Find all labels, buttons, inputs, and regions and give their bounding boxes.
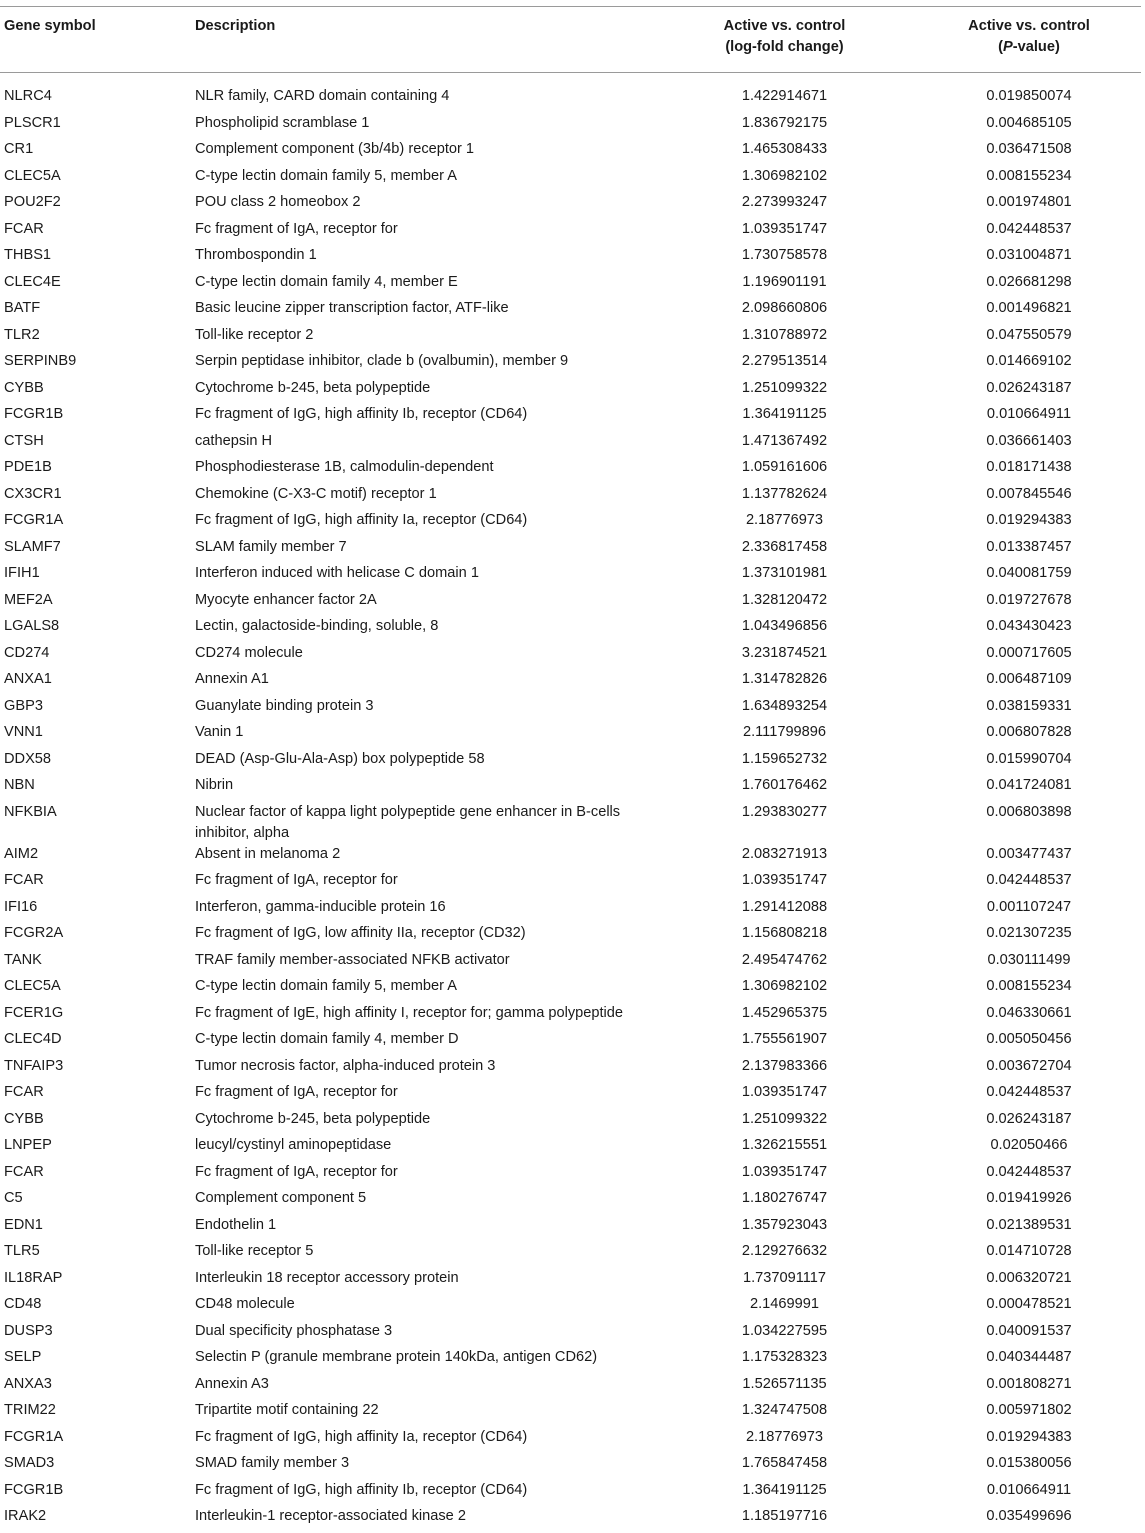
description-cell: Fc fragment of IgA, receptor for [195, 872, 398, 888]
log-fold-change-cell: 1.310788972 [741, 326, 828, 343]
p-value-cell: 0.047550579 [986, 326, 1072, 343]
table-row [0, 298, 1141, 325]
p-value-cell: 0.003477437 [986, 845, 1072, 862]
gene-symbol-cell: CD274 [4, 644, 50, 661]
table-row [0, 1162, 1141, 1189]
table-row [0, 166, 1141, 193]
gene-symbol-cell: AIM2 [4, 845, 39, 862]
description-cell: Endothelin 1 [195, 1216, 277, 1233]
log-fold-change-cell: 1.291412088 [741, 898, 828, 915]
gene-symbol-cell: TNFAIP3 [4, 1057, 64, 1074]
p-value-cell: 0.005971802 [986, 1402, 1072, 1418]
p-value-cell: 0.001808271 [986, 1375, 1072, 1392]
description-cell: Tumor necrosis factor, alpha-induced protein 3 [195, 1057, 496, 1074]
header-p-rest: -value) [1012, 39, 1060, 55]
header-p-line2 [917, 37, 1141, 58]
p-value-cell: 0.040081759 [986, 565, 1072, 581]
log-fold-change-cell: 1.175328323 [741, 1349, 828, 1365]
p-value-cell: 0.019727678 [986, 591, 1072, 608]
gene-symbol-cell: IFI16 [4, 898, 38, 915]
header-fc-line2: (log-fold change) [725, 39, 844, 55]
gene-symbol-cell: BATF [4, 300, 41, 316]
p-value-cell: 0.040091537 [986, 1322, 1072, 1339]
log-fold-change-cell: 3.231874521 [741, 644, 828, 661]
description-cell: Nuclear factor of kappa light polypeptide gene enhancer in B-cells inhibitor, alpha [195, 803, 621, 841]
p-value-cell: 0.036661403 [986, 432, 1072, 449]
log-fold-change-cell: 1.306982102 [741, 978, 828, 994]
log-fold-change-cell: 2.137983366 [741, 1057, 828, 1074]
log-fold-change-cell: 1.760176462 [741, 777, 828, 793]
table-row [0, 775, 1141, 802]
p-value-cell: 0.010664911 [986, 1481, 1072, 1498]
log-fold-change-cell: 1.059161606 [741, 459, 828, 475]
p-value-cell: 0.035499696 [986, 1508, 1072, 1524]
p-value-cell: 0.003672704 [986, 1057, 1072, 1074]
log-fold-change-cell: 2.1469991 [750, 1296, 819, 1312]
description-cell: Interleukin 18 receptor accessory protein [195, 1269, 459, 1286]
table-row [0, 1453, 1141, 1480]
table-row [0, 1294, 1141, 1321]
p-value-cell: 0.038159331 [986, 697, 1072, 714]
p-value-cell: 0.021307235 [986, 925, 1072, 941]
description-cell: Fc fragment of IgA, receptor for [195, 1084, 398, 1100]
log-fold-change-cell: 1.836792175 [741, 114, 828, 131]
gene-symbol-cell: TRIM22 [4, 1402, 56, 1418]
gene-symbol-cell: LGALS8 [4, 618, 60, 634]
p-value-cell: 0.019294383 [986, 1428, 1072, 1445]
log-fold-change-cell: 1.251099322 [741, 379, 828, 396]
description-cell: C-type lectin domain family 4, member D [195, 1031, 459, 1047]
table-row [0, 1003, 1141, 1030]
table-row [0, 1321, 1141, 1348]
table-row [0, 1347, 1141, 1374]
table-row [0, 192, 1141, 219]
table-row [0, 844, 1141, 871]
table-row [0, 696, 1141, 723]
log-fold-change-cell: 2.18776973 [745, 1428, 824, 1445]
table-row [0, 1241, 1141, 1268]
log-fold-change-cell: 1.765847458 [741, 1455, 828, 1471]
p-value-cell: 0.026681298 [986, 273, 1072, 290]
description-cell: Basic leucine zipper transcription factor, ATF-like [195, 300, 509, 316]
log-fold-change-cell: 2.111799896 [742, 724, 827, 740]
table-row [0, 1056, 1141, 1083]
header-fc-line1: Active vs. control [723, 18, 846, 34]
p-value-cell: 0.008155234 [986, 167, 1072, 184]
gene-symbol-cell: DDX58 [4, 750, 52, 767]
log-fold-change-cell: 1.452965375 [741, 1004, 828, 1021]
table-row [0, 139, 1141, 166]
gene-symbol-cell: MEF2A [4, 591, 53, 608]
description-cell: Fc fragment of IgG, low affinity IIa, receptor (CD32) [195, 925, 526, 941]
table-row [0, 923, 1141, 950]
description-cell: Vanin 1 [195, 724, 244, 740]
p-value-cell: 0.021389531 [986, 1216, 1072, 1233]
table-row [0, 1480, 1141, 1507]
gene-symbol-cell: FCAR [4, 872, 44, 888]
log-fold-change-cell: 1.634893254 [741, 697, 828, 714]
table-row [0, 590, 1141, 617]
gene-symbol-cell: PDE1B [4, 459, 52, 475]
p-value-cell: 0.014710728 [986, 1243, 1072, 1259]
p-value-cell: 0.007845546 [986, 485, 1072, 502]
table-row [0, 643, 1141, 670]
log-fold-change-cell: 1.156808218 [741, 925, 828, 941]
header-p-open: ( [998, 39, 1004, 55]
gene-symbol-cell: VNN1 [4, 724, 43, 740]
header-description-label: Description [195, 18, 276, 34]
description-cell: Cytochrome b-245, beta polypeptide [195, 379, 431, 396]
p-value-cell: 0.006320721 [986, 1269, 1072, 1286]
log-fold-change-cell: 1.314782826 [741, 671, 828, 687]
gene-symbol-cell: NBN [4, 777, 35, 793]
log-fold-change-cell: 1.465308433 [741, 141, 828, 157]
gene-symbol-cell: CR1 [4, 141, 34, 157]
log-fold-change-cell: 1.039351747 [741, 1084, 828, 1100]
log-fold-change-cell: 1.159652732 [741, 750, 828, 767]
gene-symbol-cell: FCAR [4, 1084, 44, 1100]
description-cell: Nibrin [195, 777, 234, 793]
table-row [0, 749, 1141, 776]
gene-symbol-cell: FCGR1A [4, 1428, 64, 1445]
log-fold-change-cell: 1.328120472 [741, 591, 828, 608]
gene-symbol-cell: TANK [4, 951, 42, 968]
log-fold-change-cell: 1.364191125 [742, 406, 827, 422]
description-cell: Chemokine (C-X3-C motif) receptor 1 [195, 485, 437, 502]
table-row [0, 669, 1141, 696]
log-fold-change-cell: 1.357923043 [741, 1216, 828, 1233]
description-cell: CD274 molecule [195, 644, 303, 661]
description-cell: Annexin A3 [195, 1375, 269, 1392]
log-fold-change-cell: 1.034227595 [741, 1322, 828, 1339]
table-row [0, 1109, 1141, 1136]
table-row [0, 272, 1141, 299]
table-row [0, 245, 1141, 272]
table-row [0, 113, 1141, 140]
table-row [0, 870, 1141, 897]
log-fold-change-cell: 1.196901191 [742, 273, 827, 290]
header-gene-symbol-label: Gene symbol [4, 18, 96, 34]
log-fold-change-cell: 2.495474762 [741, 951, 828, 968]
description-cell: Absent in melanoma 2 [195, 845, 341, 862]
gene-symbol-cell: SERPINB9 [4, 353, 77, 369]
gene-symbol-cell: CX3CR1 [4, 485, 62, 502]
gene-symbol-cell: PLSCR1 [4, 114, 61, 131]
p-value-cell: 0.019419926 [986, 1190, 1072, 1206]
table-row [0, 1029, 1141, 1056]
description-cell: Serpin peptidase inhibitor, clade b (ovalbumin), member 9 [195, 353, 569, 369]
table-row [0, 484, 1141, 511]
gene-symbol-cell: CD48 [4, 1296, 42, 1312]
description-cell: Phospholipid scramblase 1 [195, 114, 370, 131]
log-fold-change-cell: 2.18776973 [745, 512, 824, 528]
p-value-cell: 0.026243187 [986, 1110, 1072, 1127]
description-cell: Fc fragment of IgE, high affinity I, receptor for; gamma polypeptide [195, 1004, 624, 1021]
p-value-cell: 0.026243187 [986, 379, 1072, 396]
table-row [0, 1082, 1141, 1109]
description-cell: Lectin, galactoside-binding, soluble, 8 [195, 618, 439, 634]
gene-symbol-cell: CYBB [4, 379, 44, 396]
description-cell: TRAF family member-associated NFKB activator [195, 951, 510, 968]
gene-symbol-cell: FCER1G [4, 1004, 64, 1021]
header-log-fold-change [652, 7, 917, 73]
gene-symbol-cell: NLRC4 [4, 88, 52, 104]
table-row [0, 325, 1141, 352]
gene-symbol-cell: DUSP3 [4, 1322, 53, 1339]
log-fold-change-cell: 1.471367492 [741, 432, 828, 449]
p-value-cell: 0.000717605 [986, 644, 1072, 661]
description-cell: POU class 2 homeobox 2 [195, 194, 361, 210]
log-fold-change-cell: 2.336817458 [741, 538, 828, 555]
table-row [0, 404, 1141, 431]
gene-symbol-cell: FCGR1B [4, 1481, 64, 1498]
table-row [0, 616, 1141, 643]
description-cell: Guanylate binding protein 3 [195, 697, 374, 714]
gene-symbol-cell: SELP [4, 1349, 42, 1365]
gene-symbol-cell: IRAK2 [4, 1508, 47, 1524]
log-fold-change-cell: 1.326215551 [741, 1137, 828, 1153]
gene-symbol-cell: IFIH1 [4, 565, 40, 581]
description-cell: NLR family, CARD domain containing 4 [195, 88, 450, 104]
gene-symbol-cell: POU2F2 [4, 194, 61, 210]
log-fold-change-cell: 1.185197716 [741, 1508, 828, 1524]
p-value-cell: 0.042448537 [986, 1084, 1072, 1100]
description-cell: Toll-like receptor 2 [195, 326, 314, 343]
gene-symbol-cell: CLEC5A [4, 978, 61, 994]
gene-symbol-cell: SLAMF7 [4, 538, 61, 555]
log-fold-change-cell: 1.755561907 [741, 1031, 828, 1047]
table-row [0, 73, 1141, 113]
description-cell: cathepsin H [195, 432, 273, 449]
header-p-line1: Active vs. control [968, 18, 1090, 34]
log-fold-change-cell: 1.180276747 [741, 1190, 828, 1206]
description-cell: DEAD (Asp-Glu-Ala-Asp) box polypeptide 58 [195, 750, 485, 767]
gene-symbol-cell: FCGR1A [4, 512, 64, 528]
p-value-cell: 0.001974801 [986, 194, 1072, 210]
header-description [192, 7, 652, 73]
p-value-cell: 0.043430423 [986, 618, 1072, 634]
table-row [0, 351, 1141, 378]
gene-symbol-cell: CLEC5A [4, 167, 61, 184]
table-body [0, 73, 1141, 1533]
table-row [0, 1215, 1141, 1242]
gene-symbol-cell: FCAR [4, 1163, 44, 1180]
table-row [0, 457, 1141, 484]
p-value-cell: 0.001107247 [986, 898, 1072, 915]
table-row [0, 431, 1141, 458]
log-fold-change-cell: 1.251099322 [741, 1110, 828, 1127]
p-value-cell: 0.008155234 [986, 978, 1072, 994]
log-fold-change-cell: 1.039351747 [741, 1163, 828, 1180]
table-row [0, 897, 1141, 924]
description-cell: Fc fragment of IgA, receptor for [195, 1163, 398, 1180]
description-cell: Interleukin-1 receptor-associated kinase 2 [195, 1508, 466, 1524]
log-fold-change-cell: 2.098660806 [741, 300, 828, 316]
table-row [0, 510, 1141, 537]
p-value-cell: 0.042448537 [986, 872, 1072, 888]
p-value-cell: 0.006803898 [986, 803, 1072, 820]
log-fold-change-cell: 1.730758578 [741, 247, 828, 263]
p-value-cell: 0.000478521 [986, 1296, 1072, 1312]
p-value-cell: 0.031004871 [986, 247, 1072, 263]
log-fold-change-cell: 1.737091117 [742, 1269, 827, 1286]
description-cell: Interferon induced with helicase C domain 1 [195, 565, 479, 581]
gene-symbol-cell: TLR2 [4, 326, 40, 343]
header-p-italic: P [1003, 39, 1013, 55]
description-cell: Complement component (3b/4b) receptor 1 [195, 141, 475, 157]
table-row [0, 1135, 1141, 1162]
log-fold-change-cell: 1.422914671 [741, 88, 828, 104]
description-cell: Thrombospondin 1 [195, 247, 317, 263]
gene-symbol-cell: CTSH [4, 432, 44, 449]
gene-symbol-cell: GBP3 [4, 697, 43, 714]
log-fold-change-cell: 1.373101981 [741, 565, 828, 581]
table-row [0, 1374, 1141, 1401]
log-fold-change-cell: 1.324747508 [741, 1402, 828, 1418]
log-fold-change-cell: 1.306982102 [741, 167, 828, 184]
description-cell: C-type lectin domain family 5, member A [195, 978, 457, 994]
p-value-cell: 0.013387457 [986, 538, 1072, 555]
description-cell: Toll-like receptor 5 [195, 1243, 314, 1259]
table-row [0, 1268, 1141, 1295]
table-header [0, 7, 1141, 73]
gene-symbol-cell: CLEC4D [4, 1031, 62, 1047]
description-cell: leucyl/cystinyl aminopeptidase [195, 1137, 392, 1153]
p-value-cell: 0.015990704 [986, 750, 1072, 767]
p-value-cell: 0.019294383 [986, 512, 1072, 528]
p-value-cell: 0.001496821 [986, 300, 1072, 316]
description-cell: SMAD family member 3 [195, 1455, 350, 1471]
gene-symbol-cell: EDN1 [4, 1216, 43, 1233]
p-value-cell: 0.014669102 [986, 353, 1072, 369]
description-cell: CD48 molecule [195, 1296, 295, 1312]
log-fold-change-cell: 1.293830277 [741, 803, 828, 820]
log-fold-change-cell: 1.526571135 [742, 1375, 827, 1392]
table-row [0, 378, 1141, 405]
p-value-cell: 0.042448537 [986, 220, 1072, 237]
gene-symbol-cell: IL18RAP [4, 1269, 63, 1286]
gene-symbol-cell: C5 [4, 1190, 23, 1206]
description-cell: Dual specificity phosphatase 3 [195, 1322, 393, 1339]
table-row [0, 1506, 1141, 1533]
log-fold-change-cell: 2.279513514 [741, 353, 828, 369]
p-value-cell: 0.018171438 [986, 459, 1072, 475]
table-row [0, 976, 1141, 1003]
description-cell: C-type lectin domain family 4, member E [195, 273, 458, 290]
p-value-cell: 0.046330661 [986, 1004, 1072, 1021]
description-cell: Fc fragment of IgG, high affinity Ia, receptor (CD64) [195, 1428, 528, 1445]
description-cell: Phosphodiesterase 1B, calmodulin-dependent [195, 459, 494, 475]
table-row [0, 1400, 1141, 1427]
log-fold-change-cell: 1.137782624 [741, 485, 828, 502]
gene-symbol-cell: ANXA3 [4, 1375, 52, 1392]
p-value-cell: 0.036471508 [986, 141, 1072, 157]
p-value-cell: 0.02050466 [990, 1137, 1068, 1153]
description-cell: Fc fragment of IgA, receptor for [195, 220, 398, 237]
p-value-cell: 0.041724081 [986, 777, 1072, 793]
gene-expression-table [0, 6, 1141, 1533]
description-cell: Cytochrome b-245, beta polypeptide [195, 1110, 431, 1127]
description-cell: Fc fragment of IgG, high affinity Ia, receptor (CD64) [195, 512, 528, 528]
gene-symbol-cell: ANXA1 [4, 671, 52, 687]
table-row [0, 722, 1141, 749]
description-cell: Tripartite motif containing 22 [195, 1402, 379, 1418]
description-cell: Interferon, gamma-inducible protein 16 [195, 898, 446, 915]
p-value-cell: 0.006487109 [986, 671, 1072, 687]
description-cell: Annexin A1 [195, 671, 269, 687]
gene-symbol-cell: CYBB [4, 1110, 44, 1127]
gene-symbol-cell: FCGR1B [4, 406, 64, 422]
header-gene-symbol [0, 7, 192, 73]
table-row [0, 563, 1141, 590]
description-cell: SLAM family member 7 [195, 538, 347, 555]
p-value-cell: 0.019850074 [986, 88, 1072, 104]
log-fold-change-cell: 2.083271913 [741, 845, 828, 862]
p-value-cell: 0.006807828 [986, 724, 1072, 740]
header-row [0, 7, 1141, 73]
table-row [0, 1188, 1141, 1215]
log-fold-change-cell: 1.043496856 [741, 618, 828, 634]
gene-symbol-cell: TLR5 [4, 1243, 40, 1259]
gene-symbol-cell: LNPEP [4, 1137, 52, 1153]
gene-symbol-cell: THBS1 [4, 247, 52, 263]
log-fold-change-cell: 1.039351747 [741, 872, 828, 888]
gene-symbol-cell: CLEC4E [4, 273, 61, 290]
gene-symbol-cell: FCAR [4, 220, 44, 237]
log-fold-change-cell: 2.273993247 [741, 194, 828, 210]
table-row [0, 1427, 1141, 1454]
p-value-cell: 0.030111499 [987, 951, 1071, 968]
gene-symbol-cell: SMAD3 [4, 1455, 55, 1471]
description-cell: Fc fragment of IgG, high affinity Ib, receptor (CD64) [195, 406, 528, 422]
description-cell: Selectin P (granule membrane protein 140kDa, antigen CD62) [195, 1349, 598, 1365]
table-row [0, 950, 1141, 977]
gene-symbol-cell: FCGR2A [4, 925, 64, 941]
p-value-cell: 0.004685105 [986, 114, 1072, 131]
log-fold-change-cell: 1.364191125 [742, 1481, 827, 1498]
header-p-value [917, 7, 1141, 73]
description-cell: C-type lectin domain family 5, member A [195, 167, 457, 184]
table-row [0, 537, 1141, 564]
p-value-cell: 0.005050456 [986, 1031, 1072, 1047]
log-fold-change-cell: 1.039351747 [741, 220, 828, 237]
gene-symbol-cell: NFKBIA [4, 803, 57, 820]
log-fold-change-cell: 2.129276632 [741, 1243, 828, 1259]
table-row [0, 802, 1141, 844]
table-row [0, 219, 1141, 246]
p-value-cell: 0.015380056 [986, 1455, 1072, 1471]
p-value-cell: 0.040344487 [986, 1349, 1072, 1365]
p-value-cell: 0.042448537 [986, 1163, 1072, 1180]
description-cell: Myocyte enhancer factor 2A [195, 591, 377, 608]
description-cell: Fc fragment of IgG, high affinity Ib, receptor (CD64) [195, 1481, 528, 1498]
description-cell: Complement component 5 [195, 1190, 367, 1206]
p-value-cell: 0.010664911 [986, 406, 1072, 422]
